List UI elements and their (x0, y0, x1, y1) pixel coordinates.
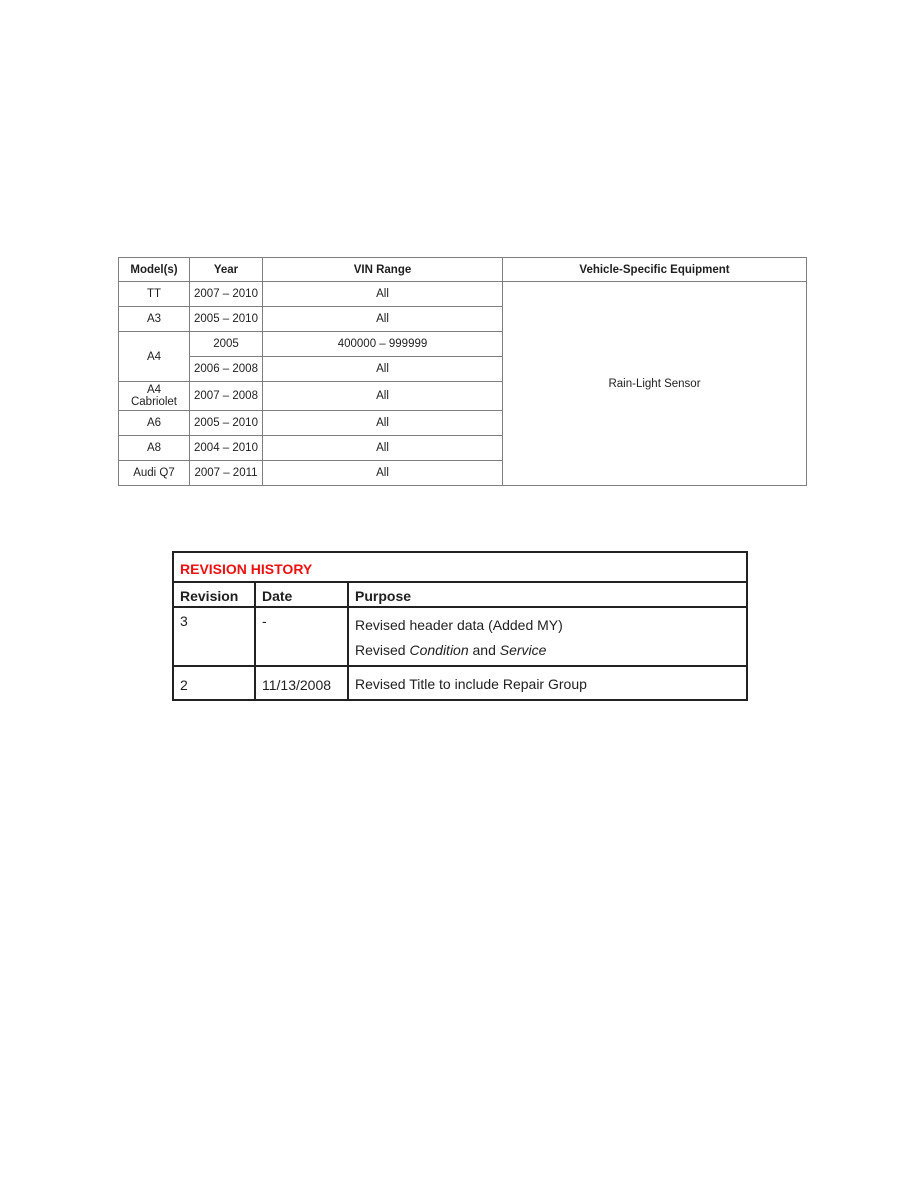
cell-year: 2007 – 2010 (190, 282, 263, 307)
cell-model: A4 Cabriolet (119, 382, 190, 411)
cell-vin: All (263, 357, 503, 382)
cell-model: A8 (119, 436, 190, 461)
cell-model: A3 (119, 307, 190, 332)
cell-revision: 2 (173, 666, 255, 700)
cell-vin: All (263, 461, 503, 486)
column-header-date: Date (255, 582, 348, 607)
cell-vin: 400000 – 999999 (263, 332, 503, 357)
cell-year: 2005 – 2010 (190, 307, 263, 332)
cell-year: 2005 – 2010 (190, 411, 263, 436)
purpose-line: Revised Title to include Repair Group (355, 676, 587, 692)
cell-purpose (348, 607, 747, 666)
table-row (173, 666, 747, 700)
cell-vin: All (263, 307, 503, 332)
cell-purpose (348, 666, 747, 700)
cell-vin: All (263, 282, 503, 307)
column-header-year: Year (190, 258, 263, 282)
cell-vin: All (263, 382, 503, 411)
cell-date: - (255, 607, 348, 666)
column-header-vin-range: VIN Range (263, 258, 503, 282)
vehicle-table-header-row (119, 258, 807, 282)
revision-history-table (172, 551, 748, 701)
table-row (119, 282, 807, 307)
cell-model: A6 (119, 411, 190, 436)
cell-model: TT (119, 282, 190, 307)
cell-vin: All (263, 411, 503, 436)
revision-title-row (173, 552, 747, 582)
table-row (173, 607, 747, 666)
cell-date: 11/13/2008 (255, 666, 348, 700)
cell-year: 2007 – 2008 (190, 382, 263, 411)
vehicle-applicability-table (118, 257, 807, 486)
cell-revision: 3 (173, 607, 255, 666)
purpose-line: Revised Condition and Service (355, 642, 547, 658)
column-header-models: Model(s) (119, 258, 190, 282)
purpose-line: Revised header data (Added MY) (355, 617, 563, 633)
cell-equipment: Rain-Light Sensor (503, 282, 807, 486)
cell-model: A4 (119, 332, 190, 382)
cell-year: 2007 – 2011 (190, 461, 263, 486)
column-header-purpose: Purpose (348, 582, 747, 607)
column-header-equipment: Vehicle-Specific Equipment (503, 258, 807, 282)
cell-year: 2006 – 2008 (190, 357, 263, 382)
revision-header-row (173, 582, 747, 607)
revision-history-title: REVISION HISTORY (173, 552, 747, 582)
cell-year: 2004 – 2010 (190, 436, 263, 461)
cell-vin: All (263, 436, 503, 461)
column-header-revision: Revision (173, 582, 255, 607)
cell-year: 2005 (190, 332, 263, 357)
cell-model: Audi Q7 (119, 461, 190, 486)
